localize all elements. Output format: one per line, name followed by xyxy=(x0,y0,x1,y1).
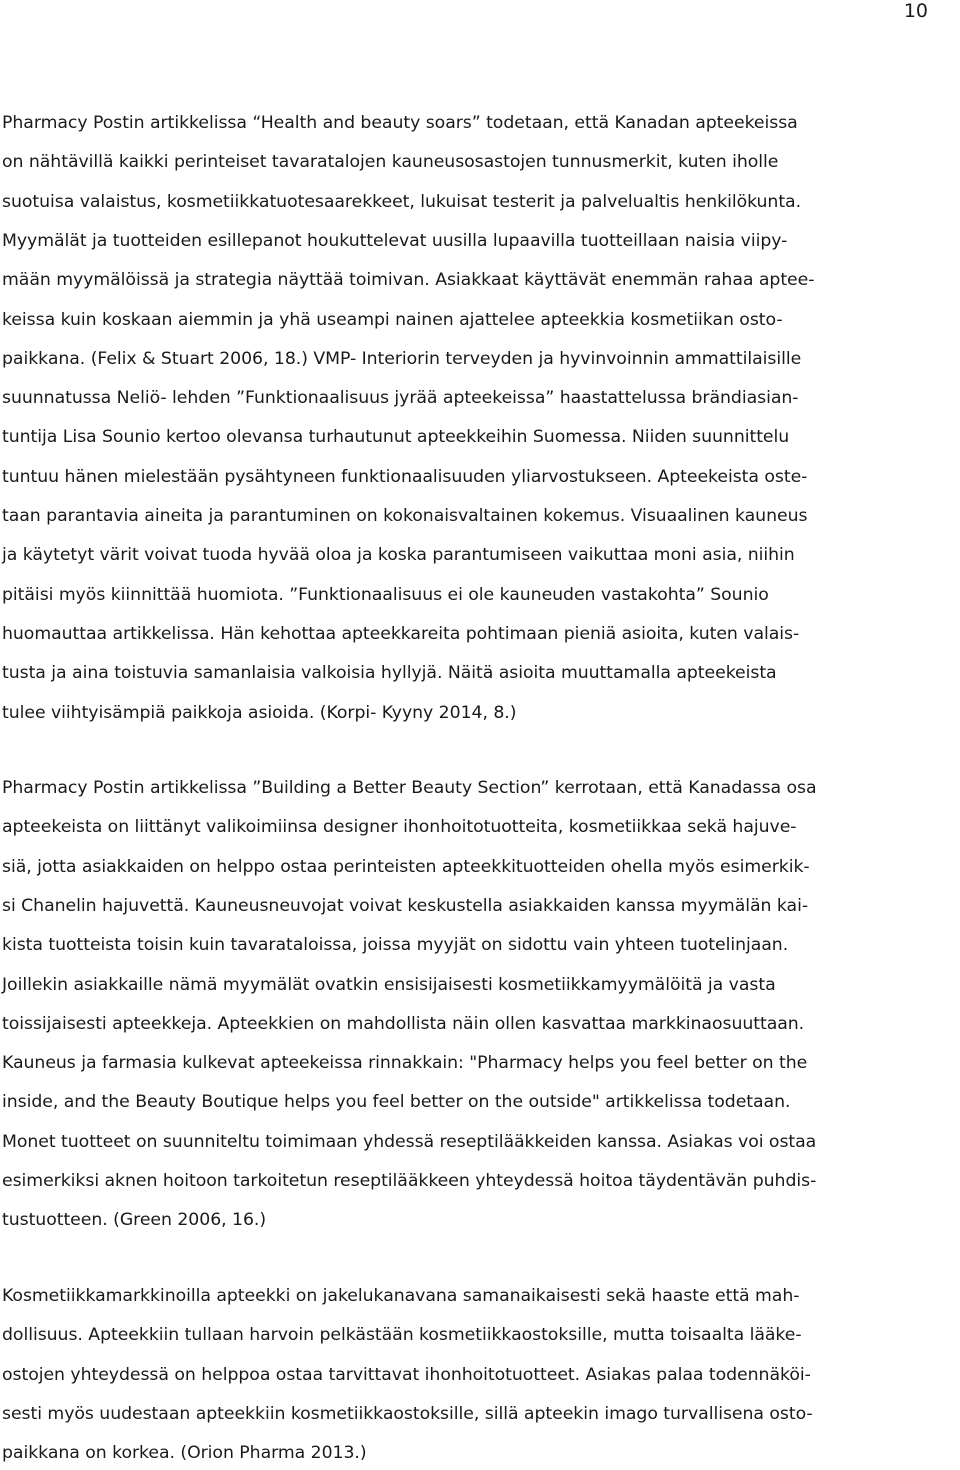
text-line: pitäisi myös kiinnittää huomiota. ”Funktionaalisuus ei ole kauneuden vastakohta” Sounio xyxy=(2,584,769,605)
text-line: keissa kuin koskaan aiemmin ja yhä useampi nainen ajattelee apteekkia kosmetiikan osto- xyxy=(2,309,783,330)
text-line: apteekeista on liittänyt valikoimiinsa designer ihonhoitotuotteita, kosmetiikkaa sekä hajuve- xyxy=(2,817,797,838)
text-line: esimerkiksi aknen hoitoon tarkoitetun reseptilääkkeen yhteydessä hoitoa täydentävän puhdis- xyxy=(2,1171,817,1191)
text-line: Kauneus ja farmasia kulkevat apteekeissa rinnakkain: "Pharmacy helps you feel better on the xyxy=(2,1053,808,1074)
text-line: tusta ja aina toistuvia samanlaisia valkoisia hyllyjä. Näitä asioita muuttamalla apteekeista xyxy=(2,663,777,684)
text-line: si Chanelin hajuvettä. Kauneusneuvojat voivat keskustella asiakkaiden kanssa myymälän kai- xyxy=(2,895,809,916)
text-line: tuntija Lisa Sounio kertoo olevansa turhautunut apteekkeihin Suomessa. Niiden suunnittelu xyxy=(2,427,790,448)
text-line: kista tuotteista toisin kuin tavarataloissa, joissa myyjät on sidottu vain yhteen tuotelinjaan. xyxy=(2,935,789,956)
text-line: ja käytetyt värit voivat tuoda hyvää oloa ja koska parantumiseen vaikuttaa moni asia, niihin xyxy=(2,545,795,566)
text-line: Pharmacy Postin artikkelissa ”Building a Better Beauty Section” kerrotaan, että Kanadassa osa xyxy=(2,778,817,798)
text-line: sesti myös uudestaan apteekkiin kosmetiikkaostoksille, sillä apteekin imago turvallisena osto- xyxy=(2,1403,813,1424)
text-line: siä, jotta asiakkaiden on helppo ostaa perinteisten apteekkituotteiden ohella myös esimerkik- xyxy=(2,856,810,877)
text-line: ostojen yhteydessä on helppoa ostaa tarvittavat ihonhoitotuotteet. Asiakas palaa todennäköi- xyxy=(2,1364,811,1385)
text-line: paikkana. (Felix & Stuart 2006, 18.) VMP- Interiorin terveyden ja hyvinvoinnin ammattilaisille xyxy=(2,348,802,369)
page-number: 10 xyxy=(903,0,928,22)
text-line: tuntuu hänen mielestään pysähtyneen funktionaalisuuden yliarvostukseen. Apteekeista oste- xyxy=(2,466,808,487)
text-line: Kosmetiikkamarkkinoilla apteekki on jakelukanavana samanaikaisesti sekä haaste että mah- xyxy=(2,1286,800,1306)
text-line: Monet tuotteet on suunniteltu toimimaan yhdessä reseptilääkkeiden kanssa. Asiakas voi ostaa xyxy=(2,1131,817,1152)
text-line: inside, and the Beauty Boutique helps you feel better on the outside" artikkelissa todetaan. xyxy=(2,1092,791,1113)
text-line: suunnatussa Neliö- lehden ”Funktionaalisuus jyrää apteekeissa” haastattelussa brändiasian- xyxy=(2,388,799,409)
text-line: huomauttaa artikkelissa. Hän kehottaa apteekkareita pohtimaan pieniä asioita, kuten valais- xyxy=(2,623,800,644)
text-line: suotuisa valaistus, kosmetiikkatuotesaarekkeet, lukuisat testerit ja palvelualtis henkilökunta. xyxy=(2,191,802,212)
text-line: on nähtävillä kaikki perinteiset tavaratalojen kauneusosastojen tunnusmerkit, kuten iholle xyxy=(2,152,779,173)
text-line: dollisuus. Apteekkiin tullaan harvoin pelkästään kosmetiikkaostoksille, mutta toisaalta lääke- xyxy=(2,1325,802,1346)
text-line: mään myymälöissä ja strategia näyttää toimivan. Asiakkaat käyttävät enemmän rahaa aptee- xyxy=(2,270,815,291)
text-line: toissijaisesti apteekkeja. Apteekkien on mahdollista näin ollen kasvattaa markkinaosuuttaan. xyxy=(2,1013,805,1034)
text-line: tustuotteen. (Green 2006, 16.) xyxy=(2,1210,267,1231)
text-line: Myymälät ja tuotteiden esillepanot houkuttelevat uusilla lupaavilla tuotteillaan naisia viipy- xyxy=(2,230,788,251)
text-line: Joillekin asiakkaille nämä myymälät ovatkin ensisijaisesti kosmetiikkamyymälöitä ja vasta xyxy=(2,974,776,995)
text-line: paikkana on korkea. (Orion Pharma 2013.) xyxy=(2,1443,367,1464)
text-line: tulee viihtyisämpiä paikkoja asioida. (Korpi- Kyyny 2014, 8.) xyxy=(2,702,517,723)
text-line: Pharmacy Postin artikkelissa “Health and beauty soars” todetaan, että Kanadan apteekeissa xyxy=(2,113,798,133)
text-line: taan parantavia aineita ja parantuminen on kokonaisvaltainen kokemus. Visuaalinen kauneus xyxy=(2,506,808,526)
